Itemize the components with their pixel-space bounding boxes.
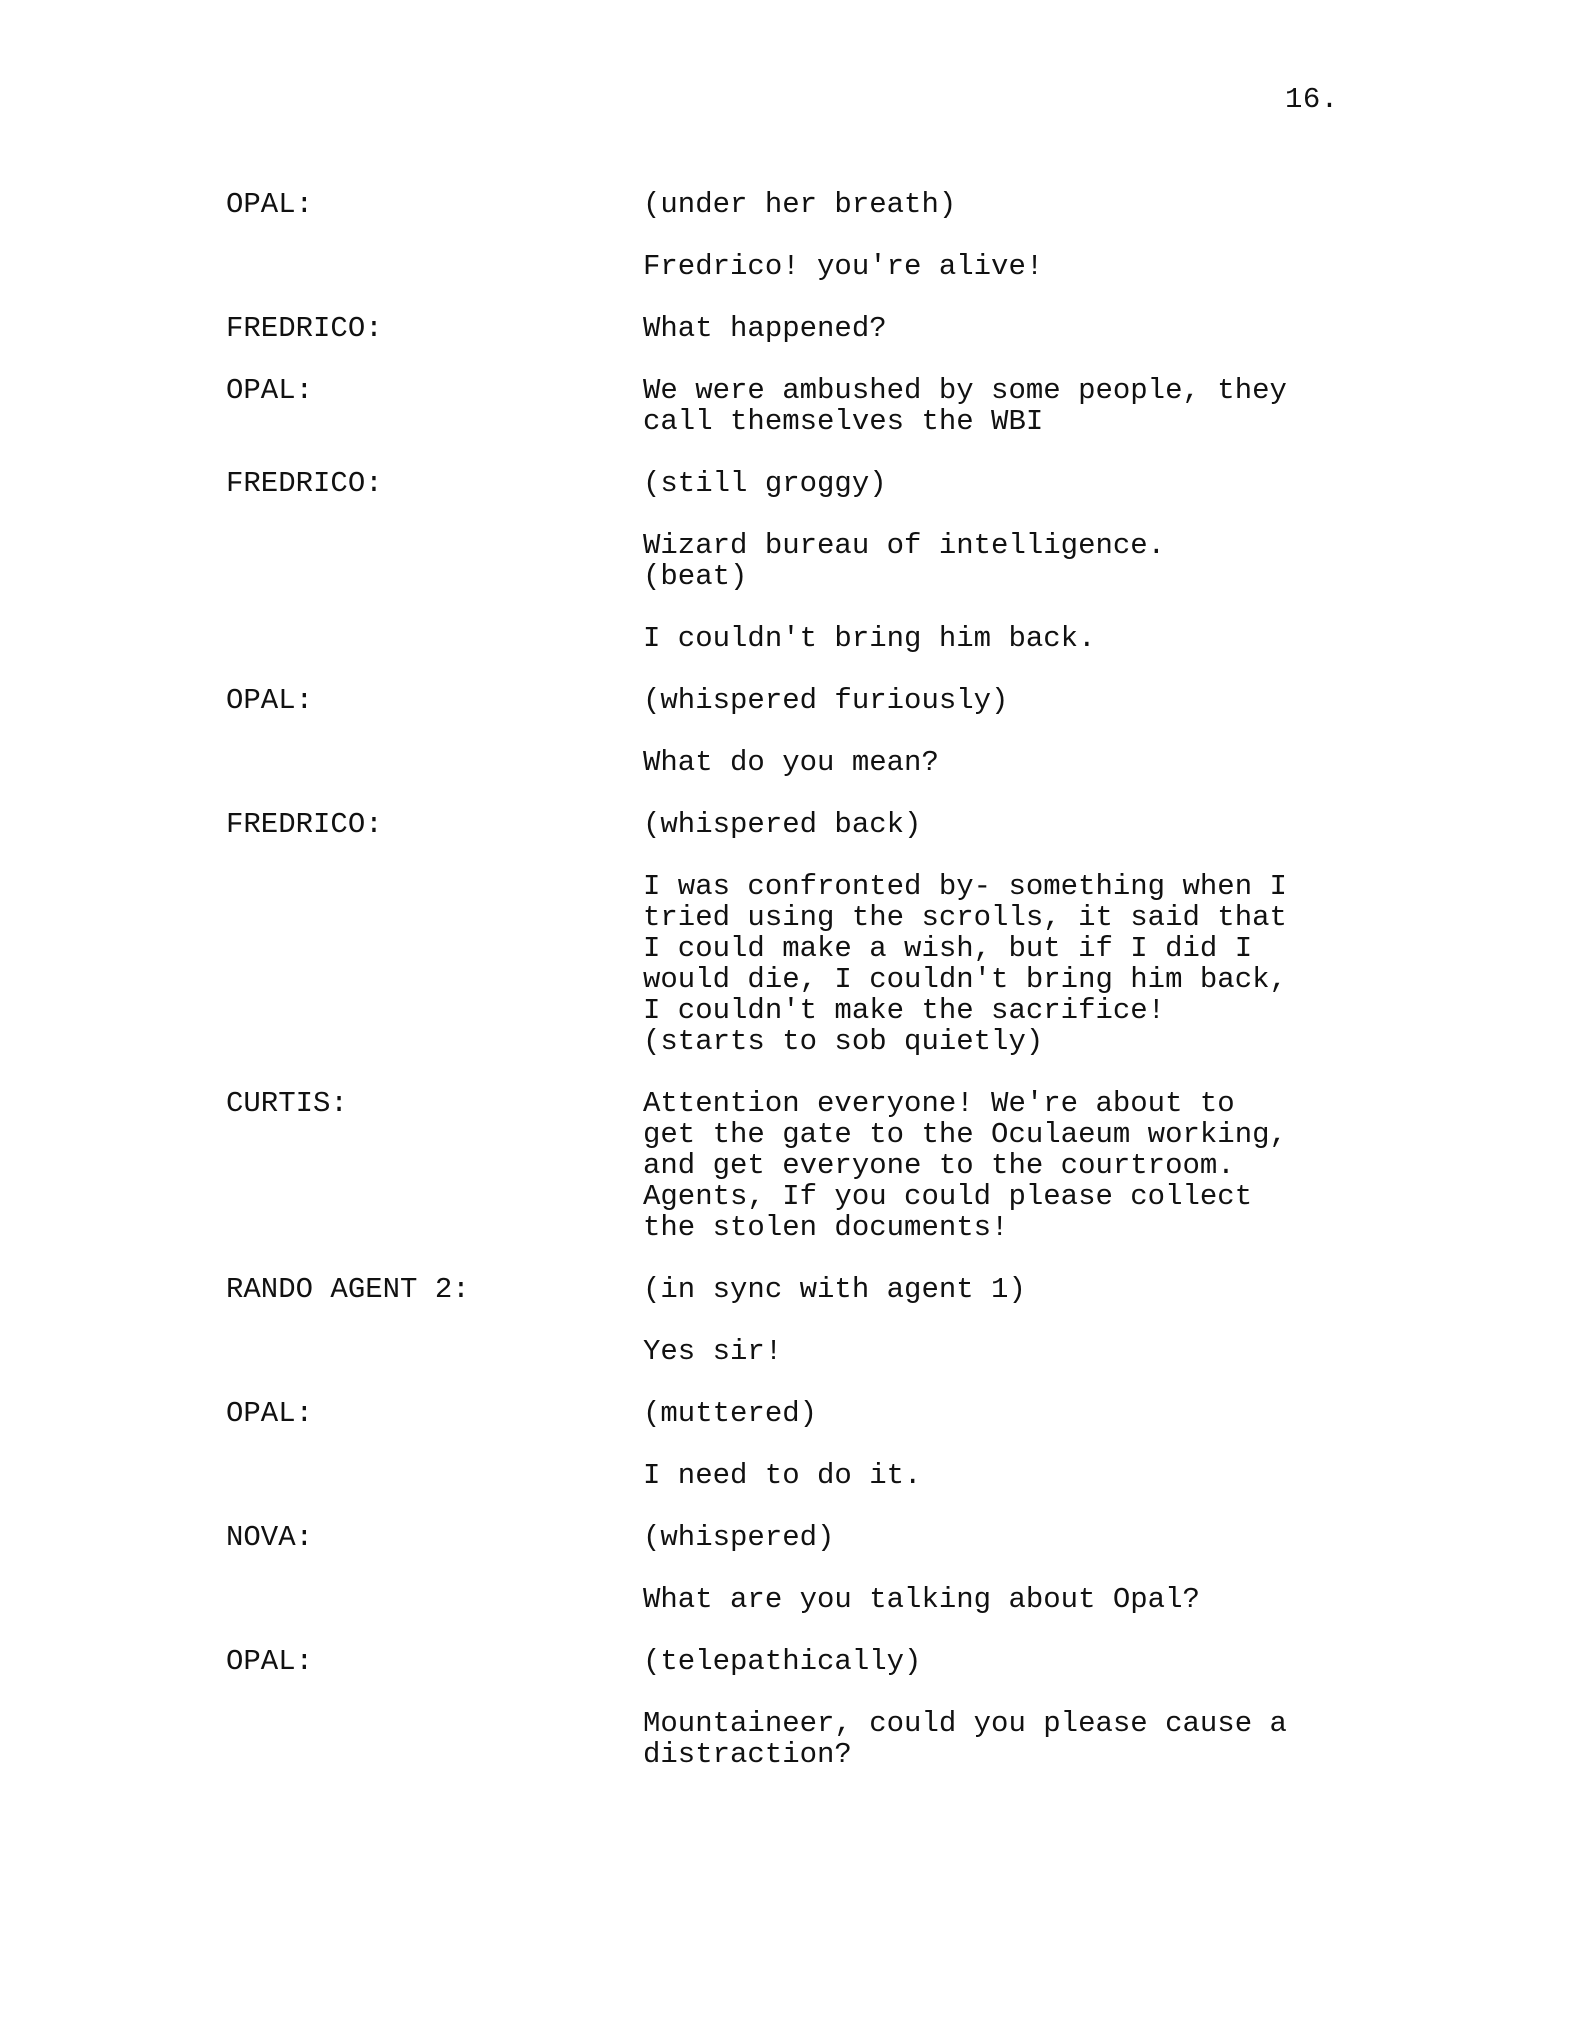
dialogue-block xyxy=(226,1584,1376,1615)
dialogue-block xyxy=(226,1522,1376,1553)
dialogue-text: (muttered) xyxy=(643,1397,818,1430)
dialogue-text: (still groggy) xyxy=(643,467,887,500)
dialogue-block xyxy=(226,251,1376,282)
dialogue-block xyxy=(226,313,1376,344)
speaker-name xyxy=(226,1336,643,1367)
script-body xyxy=(226,189,1376,1801)
dialogue-text: Mountaineer, could you please cause a distraction? xyxy=(643,1707,1287,1771)
speaker-name: OPAL: xyxy=(226,1645,314,1678)
speaker-name xyxy=(226,623,643,654)
speaker-name: FREDRICO: xyxy=(226,312,383,345)
dialogue-text: What are you talking about Opal? xyxy=(643,1583,1200,1616)
dialogue-text: Fredrico! you're alive! xyxy=(643,250,1044,283)
speaker-name xyxy=(226,530,643,592)
dialogue-text: What happened? xyxy=(643,312,887,345)
dialogue-text: Attention everyone! We're about to get the gate to the Oculaeum working, and get everyone to the courtroom. Agents, If you could please collect the stolen documents! xyxy=(643,1087,1287,1244)
dialogue-block xyxy=(226,1460,1376,1491)
speaker-name xyxy=(226,1708,643,1770)
dialogue-block xyxy=(226,1274,1376,1305)
speaker-name: OPAL: xyxy=(226,374,314,407)
dialogue-text: (whispered back) xyxy=(643,808,922,841)
dialogue-block xyxy=(226,189,1376,220)
dialogue-block xyxy=(226,468,1376,499)
dialogue-text: (whispered furiously) xyxy=(643,684,1009,717)
page-number: 16. xyxy=(1285,83,1339,116)
dialogue-block xyxy=(226,871,1376,1057)
dialogue-text: (whispered) xyxy=(643,1521,835,1554)
dialogue-block xyxy=(226,747,1376,778)
dialogue-text: What do you mean? xyxy=(643,746,939,779)
dialogue-block xyxy=(226,623,1376,654)
dialogue-text: I was confronted by- something when I tried using the scrolls, it said that I could make a wish, but if I did I would die, I couldn't bring him back, I couldn't make the sacrifice! (starts to sob quietly) xyxy=(643,870,1287,1058)
dialogue-block xyxy=(226,809,1376,840)
speaker-name: OPAL: xyxy=(226,1397,314,1430)
dialogue-block xyxy=(226,685,1376,716)
speaker-name: FREDRICO: xyxy=(226,467,383,500)
speaker-name: CURTIS: xyxy=(226,1087,348,1120)
speaker-name xyxy=(226,1584,643,1615)
dialogue-block xyxy=(226,1088,1376,1243)
dialogue-text: (under her breath) xyxy=(643,188,957,221)
dialogue-text: I need to do it. xyxy=(643,1459,922,1492)
speaker-name: NOVA: xyxy=(226,1521,314,1554)
dialogue-text: Yes sir! xyxy=(643,1335,783,1368)
speaker-name: FREDRICO: xyxy=(226,808,383,841)
speaker-name: OPAL: xyxy=(226,188,314,221)
dialogue-block xyxy=(226,530,1376,592)
speaker-name xyxy=(226,1460,643,1491)
dialogue-text: We were ambushed by some people, they call themselves the WBI xyxy=(643,374,1287,438)
dialogue-block xyxy=(226,1646,1376,1677)
speaker-name xyxy=(226,871,643,1057)
speaker-name: RANDO AGENT 2: xyxy=(226,1273,470,1306)
dialogue-text: (telepathically) xyxy=(643,1645,922,1678)
speaker-name xyxy=(226,251,643,282)
speaker-name xyxy=(226,747,643,778)
dialogue-block xyxy=(226,375,1376,437)
dialogue-text: (in sync with agent 1) xyxy=(643,1273,1026,1306)
speaker-name: OPAL: xyxy=(226,684,314,717)
dialogue-text: Wizard bureau of intelligence. (beat) xyxy=(643,529,1166,593)
dialogue-block xyxy=(226,1708,1376,1770)
dialogue-block xyxy=(226,1398,1376,1429)
dialogue-block xyxy=(226,1336,1376,1367)
dialogue-text: I couldn't bring him back. xyxy=(643,622,1096,655)
